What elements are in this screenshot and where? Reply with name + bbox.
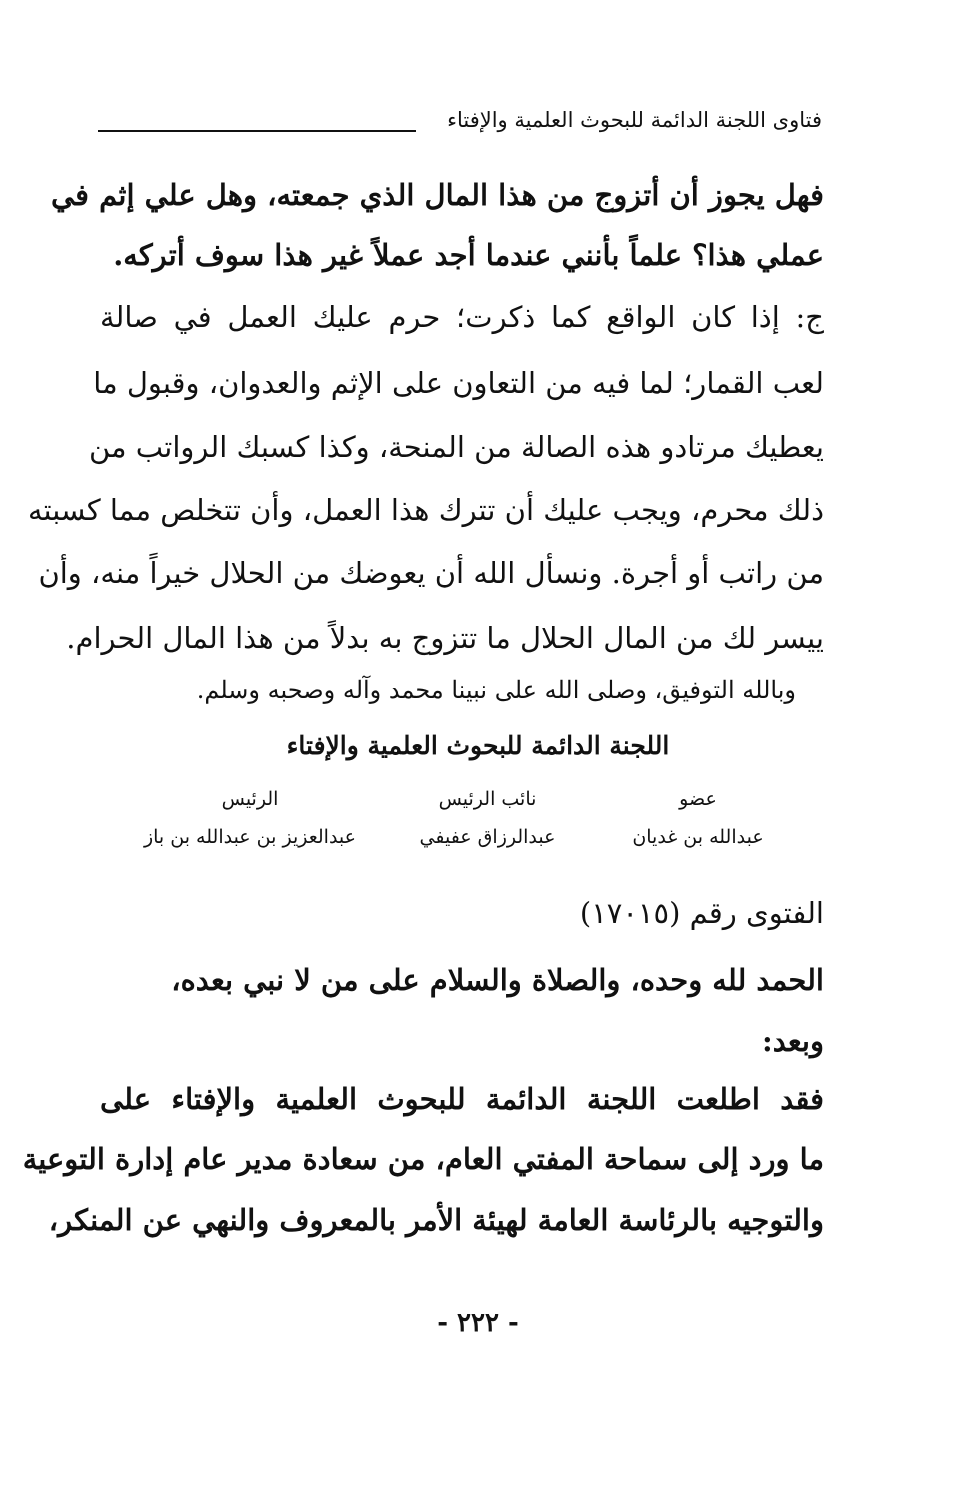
intro-line: الحمد لله وحده، والصلاة والسلام على من لا نبي بعده،	[171, 963, 824, 997]
answer-line: يعطيك مرتادو هذه الصالة من المنحة، وكذا كسبك الرواتب من	[88, 430, 824, 464]
signatory-role: عضو	[679, 788, 717, 810]
body-line: والتوجيه بالرئاسة العامة لهيئة الأمر بالمعروف والنهي عن المنكر،	[48, 1203, 824, 1237]
signatory-role: نائب الرئيس	[438, 788, 537, 810]
question-line: فهل يجوز أن أتزوج من هذا المال الذي جمعته، وهل علي إثم في	[50, 178, 824, 212]
body-line: فقد اطلعت اللجنة الدائمة للبحوث العلمية والإفتاء على	[100, 1082, 824, 1116]
fatwa-number: الفتوى رقم (١٧٠١٥)	[579, 896, 824, 930]
signatory-name: عبدالرزاق عفيفي	[419, 826, 556, 848]
answer-line: لعب القمار؛ لما فيه من التعاون على الإثم والعدوان، وقبول ما	[93, 366, 824, 400]
committee-title: اللجنة الدائمة للبحوث العلمية والإفتاء	[286, 731, 670, 760]
question-line: عملي هذا؟ علماً بأنني عندما أجد عملاً غير هذا سوف أتركه.	[113, 238, 824, 272]
signatory-role: الرئيس	[221, 788, 279, 810]
header-rule	[98, 130, 416, 132]
signatory-name: عبدالله بن غديان	[632, 826, 764, 848]
signatory-name: عبدالعزيز بن عبدالله بن باز	[143, 826, 357, 848]
page-number: - ٢٢٢ -	[437, 1308, 519, 1338]
body-line: ما ورد إلى سماحة المفتي العام، من سعادة مدير عام إدارة التوعية	[22, 1142, 824, 1176]
answer-line: ج: إذا كان الواقع كما ذكرت؛ حرم عليك العمل في صالة	[100, 300, 824, 334]
running-header	[98, 108, 822, 148]
intro-line: وبعد:	[762, 1024, 824, 1058]
answer-line: من راتب أو أجرة. ونسأل الله أن يعوضك من الحلال خيراً منه، وأن	[38, 556, 824, 590]
answer-line: ذلك محرم، ويجب عليك أن تترك هذا العمل، وأن تتخلص مما كسبته	[27, 493, 824, 527]
closing-line: وبالله التوفيق، وصلى الله على نبينا محمد وآله وصحبه وسلم.	[196, 676, 796, 704]
answer-line: ييسر لك من المال الحلال ما تتزوج به بدلاً من هذا المال الحرام.	[66, 621, 824, 655]
header-title: فتاوى اللجنة الدائمة للبحوث العلمية والإفتاء	[447, 108, 822, 132]
